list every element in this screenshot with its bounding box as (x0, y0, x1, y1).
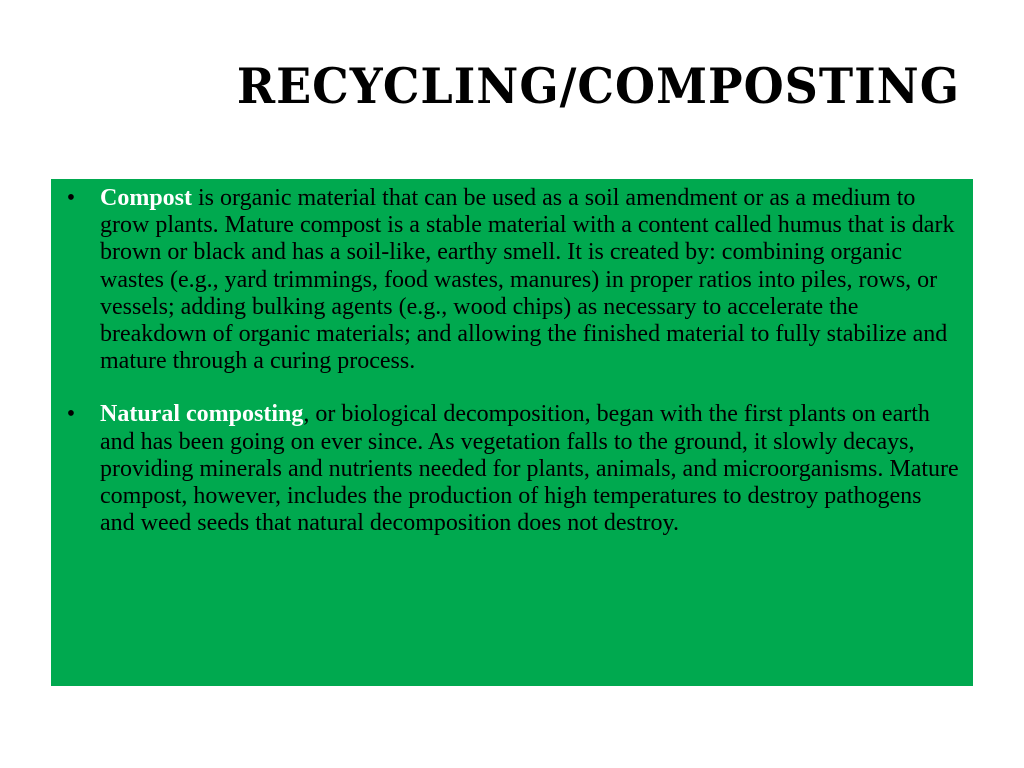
bullet-text: is organic material that can be used as a soil amendment or as a medium to grow plants. Mature compost is a stable material with a content called humus that is dark brown or black and has a soil-like, earthy smell. It is created by: combining organic wastes (e.g., yard trimmings, food wastes, manures) in proper ratios into piles, rows, or vessels; adding bulking agents (e.g., wood chips) as necessary to accelerate the breakdown of organic materials; and allowing the finished material to fully stabilize and mature through a curing process. (100, 185, 955, 375)
bullet-term: Compost (100, 185, 193, 211)
bullet-item-compost (61, 185, 961, 375)
bullet-icon: • (66, 185, 76, 211)
slide-title: RECYCLING/COMPOSTING (236, 57, 960, 115)
bullet-term: Natural composting (100, 401, 304, 428)
bullet-item-natural-composting (61, 401, 961, 537)
content-box (51, 179, 973, 686)
bullet-text: , or biological decomposition, began with the first plants on earth and has been going on ever since. As vegetation falls to the ground, it slowly decays, providing minerals and nutrients needed for plants, animals, and microorganisms. Mature compost, however, includes the production of high temperatures to destroy pathogens and weed seeds that natural decomposition does not destroy. (100, 401, 959, 537)
bullet-list (61, 185, 961, 537)
bullet-icon: • (66, 401, 76, 428)
